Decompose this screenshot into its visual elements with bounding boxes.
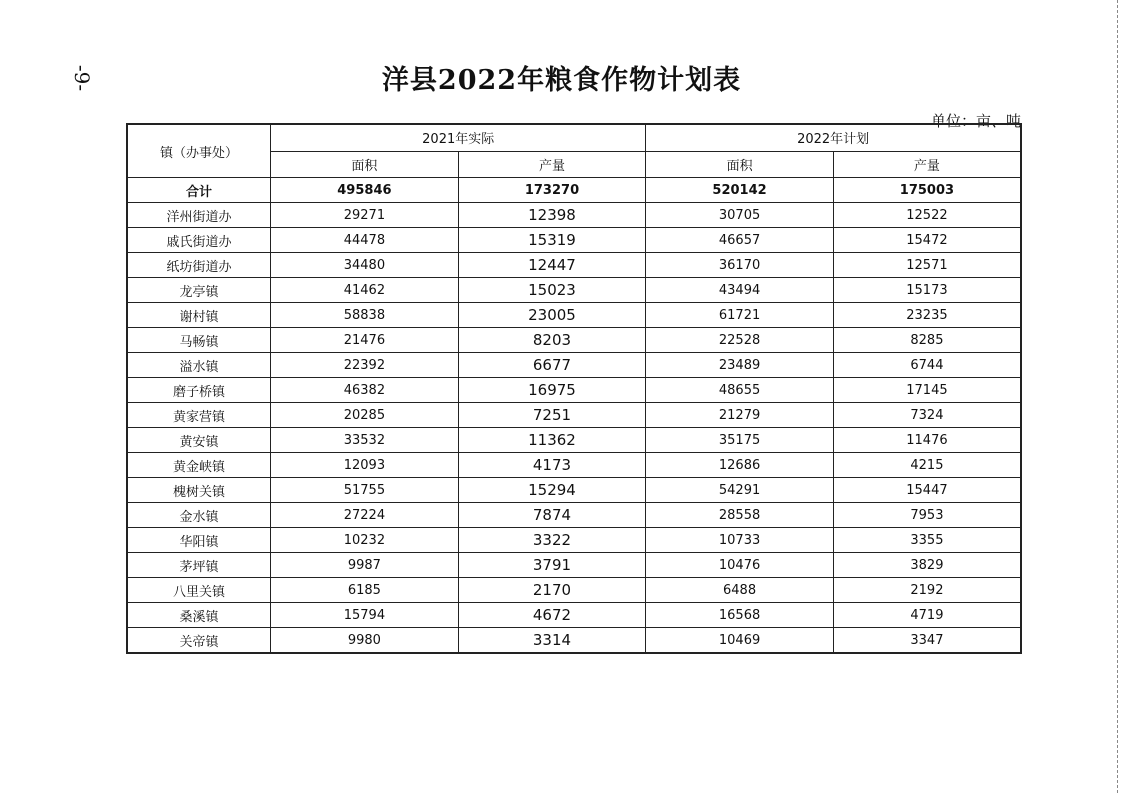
cell-output-2021: 12447 (458, 253, 646, 278)
cell-output-2022: 23235 (833, 303, 1021, 328)
table-row (127, 478, 1021, 503)
header-2022-plan: 2022年计划 (646, 124, 1021, 151)
cell-town: 金水镇 (127, 503, 271, 528)
cell-area-2022: 46657 (646, 228, 834, 253)
cell-output-2021: 12398 (458, 203, 646, 228)
cell-output-2021: 15294 (458, 478, 646, 503)
cell-output-2022: 2192 (833, 578, 1021, 603)
cell-output-2021: 16975 (458, 378, 646, 403)
cell-town: 关帝镇 (127, 628, 271, 654)
cell-area-2022: 12686 (646, 453, 834, 478)
table-row (127, 503, 1021, 528)
binding-margin-line (1117, 0, 1118, 793)
table-row (127, 403, 1021, 428)
cell-output-2022: 3347 (833, 628, 1021, 654)
cell-output-2021: 3314 (458, 628, 646, 654)
cell-area-2022: 54291 (646, 478, 834, 503)
table-row (127, 328, 1021, 353)
cell-area-2021: 6185 (271, 578, 459, 603)
cell-output-2022: 3829 (833, 553, 1021, 578)
cell-town: 磨子桥镇 (127, 378, 271, 403)
cell-town: 黄家营镇 (127, 403, 271, 428)
cell-output-2021: 3322 (458, 528, 646, 553)
cell-area-2022: 61721 (646, 303, 834, 328)
cell-output-2021: 8203 (458, 328, 646, 353)
cell-area-2022: 10733 (646, 528, 834, 553)
table-row (127, 378, 1021, 403)
cell-town: 茅坪镇 (127, 553, 271, 578)
cell-output-2022: 15173 (833, 278, 1021, 303)
table-row (127, 228, 1021, 253)
cell-output-2022: 3355 (833, 528, 1021, 553)
table-row (127, 203, 1021, 228)
cell-area-2021: 22392 (271, 353, 459, 378)
page-title: 洋县2022年粮食作物计划表 (381, 65, 742, 96)
cell-area-2021: 15794 (271, 603, 459, 628)
header-2022-output: 产量 (833, 151, 1021, 178)
cell-output-2022: 15472 (833, 228, 1021, 253)
cell-town: 马畅镇 (127, 328, 271, 353)
cell-area-2021: 20285 (271, 403, 459, 428)
cell-area-2022: 16568 (646, 603, 834, 628)
cell-area-2022: 35175 (646, 428, 834, 453)
header-2022-area: 面积 (646, 151, 834, 178)
table-row (127, 353, 1021, 378)
cell-output-2022: 12522 (833, 203, 1021, 228)
table-row (127, 553, 1021, 578)
cell-output-2021: 7251 (458, 403, 646, 428)
table-row (127, 528, 1021, 553)
cell-output-2021: 4173 (458, 453, 646, 478)
cell-town: 谢村镇 (127, 303, 271, 328)
cell-town: 合计 (127, 178, 271, 203)
cell-output-2021: 173270 (458, 178, 646, 203)
cell-output-2022: 15447 (833, 478, 1021, 503)
cell-output-2022: 17145 (833, 378, 1021, 403)
cell-output-2022: 12571 (833, 253, 1021, 278)
cell-town: 黄安镇 (127, 428, 271, 453)
cell-town: 洋州街道办 (127, 203, 271, 228)
cell-output-2021: 15023 (458, 278, 646, 303)
cell-area-2021: 21476 (271, 328, 459, 353)
header-town: 镇（办事处） (127, 124, 271, 178)
cell-town: 华阳镇 (127, 528, 271, 553)
cell-output-2021: 7874 (458, 503, 646, 528)
cell-output-2021: 15319 (458, 228, 646, 253)
header-2021-actual: 2021年实际 (271, 124, 646, 151)
cell-area-2021: 46382 (271, 378, 459, 403)
cell-area-2021: 33532 (271, 428, 459, 453)
cell-town: 龙亭镇 (127, 278, 271, 303)
cell-output-2022: 175003 (833, 178, 1021, 203)
cell-area-2021: 9980 (271, 628, 459, 654)
cell-output-2021: 23005 (458, 303, 646, 328)
table-row (127, 303, 1021, 328)
cell-area-2022: 21279 (646, 403, 834, 428)
page-number: -9- (70, 64, 94, 92)
cell-town: 溢水镇 (127, 353, 271, 378)
cell-town: 戚氏街道办 (127, 228, 271, 253)
cell-output-2022: 6744 (833, 353, 1021, 378)
cell-output-2021: 3791 (458, 553, 646, 578)
table-header-row (127, 124, 1021, 151)
cell-area-2022: 48655 (646, 378, 834, 403)
table-row (127, 428, 1021, 453)
grain-plan-table (126, 123, 1022, 654)
cell-output-2022: 4719 (833, 603, 1021, 628)
cell-output-2022: 11476 (833, 428, 1021, 453)
cell-area-2022: 10469 (646, 628, 834, 654)
table-row (127, 603, 1021, 628)
table-row-total (127, 178, 1021, 203)
table-row (127, 453, 1021, 478)
table-row (127, 278, 1021, 303)
cell-area-2021: 41462 (271, 278, 459, 303)
cell-output-2022: 7953 (833, 503, 1021, 528)
table-row (127, 253, 1021, 278)
table-row (127, 628, 1021, 654)
cell-output-2021: 2170 (458, 578, 646, 603)
cell-area-2022: 10476 (646, 553, 834, 578)
cell-area-2021: 58838 (271, 303, 459, 328)
cell-area-2021: 9987 (271, 553, 459, 578)
cell-area-2021: 10232 (271, 528, 459, 553)
cell-area-2022: 30705 (646, 203, 834, 228)
cell-area-2021: 51755 (271, 478, 459, 503)
cell-area-2022: 43494 (646, 278, 834, 303)
cell-area-2022: 23489 (646, 353, 834, 378)
table-body (127, 178, 1021, 654)
cell-area-2022: 6488 (646, 578, 834, 603)
cell-town: 八里关镇 (127, 578, 271, 603)
cell-output-2021: 11362 (458, 428, 646, 453)
cell-output-2022: 4215 (833, 453, 1021, 478)
cell-output-2021: 6677 (458, 353, 646, 378)
header-2021-area: 面积 (271, 151, 459, 178)
cell-output-2021: 4672 (458, 603, 646, 628)
cell-area-2021: 44478 (271, 228, 459, 253)
cell-area-2021: 34480 (271, 253, 459, 278)
cell-output-2022: 7324 (833, 403, 1021, 428)
table-row (127, 578, 1021, 603)
unit-label: 单位：亩、吨 (930, 112, 1021, 130)
cell-town: 黄金峡镇 (127, 453, 271, 478)
cell-town: 纸坊街道办 (127, 253, 271, 278)
cell-area-2021: 29271 (271, 203, 459, 228)
cell-town: 槐树关镇 (127, 478, 271, 503)
cell-area-2021: 12093 (271, 453, 459, 478)
cell-area-2022: 36170 (646, 253, 834, 278)
cell-output-2022: 8285 (833, 328, 1021, 353)
cell-town: 桑溪镇 (127, 603, 271, 628)
cell-area-2022: 22528 (646, 328, 834, 353)
cell-area-2021: 27224 (271, 503, 459, 528)
cell-area-2021: 495846 (271, 178, 459, 203)
header-2021-output: 产量 (458, 151, 646, 178)
cell-area-2022: 28558 (646, 503, 834, 528)
cell-area-2022: 520142 (646, 178, 834, 203)
